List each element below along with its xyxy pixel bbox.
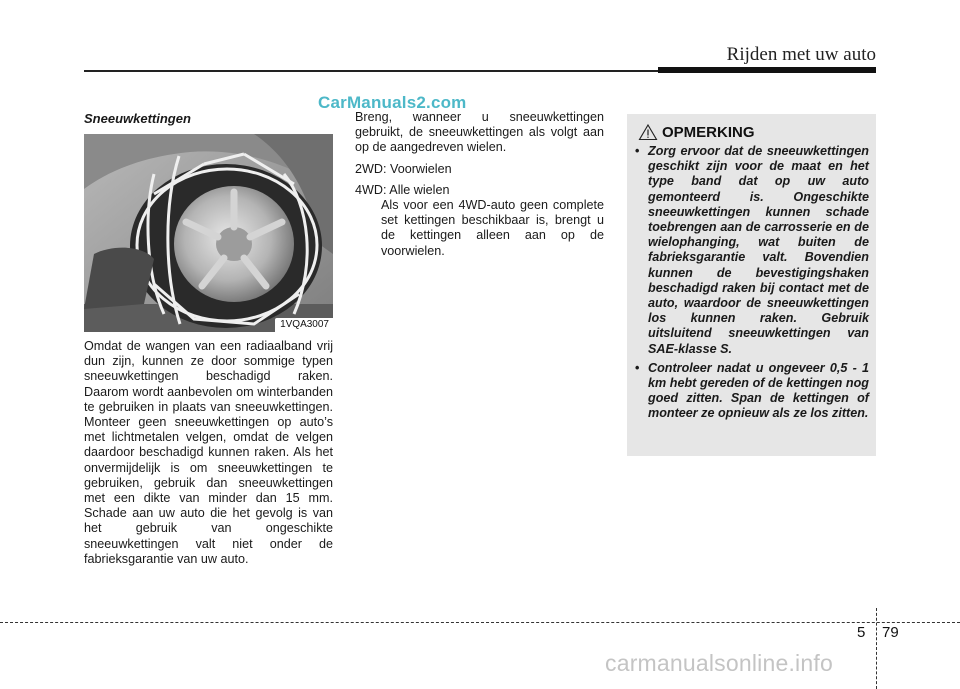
chain-placement-intro: Breng, wanneer u sneeuwkettingen gebruikt, de sneeuwkettingen als volgt aan op de aangedreven wielen. [355, 110, 604, 155]
warning-triangle-icon [638, 123, 658, 141]
note-title: OPMERKING [662, 123, 755, 141]
note-bullet-text: Zorg ervoor dat de sneeuwkettingen geschikt zijn voor de maat en het type band dat op uw auto gemonteerd is. Ongeschikte sneeuwkettingen kunnen schade toebrengen aan de carrosserie en de wielophanging, wat buiten de fabrieksgarantie valt. Bovendien kunnen de bevestigingshaken beschadigd raken bij contact met de auto, waardoor de sneeuwkettingen los kunnen raken. Gebruik uitsluitend sneeuwkettingen van SAE-klasse S. [648, 144, 869, 356]
page-number: 79 [882, 624, 899, 641]
body-paragraph-left: Omdat de wangen van een radiaalband vrij dun zijn, kunnen ze door sommige typen sneeuwkettingen beschadigd raken. Daarom wordt aanbevolen om winterbanden te gebruiken in plaats van sneeuwkettingen. Monteer geen sneeuwkettingen op auto’s met lichtmetalen velgen, omdat de velgen daardoor beschadigd kunnen raken. Als het onvermijdelijk is om sneeuwkettingen te gebruiken, gebruik dan sneeuwkettingen met een dikte van minder dan 15 mm. Schade aan uw auto die het gevolg is van het gebruik van ongeschikte sneeuwkettingen valt niet onder de fabrieksgarantie van uw auto. [84, 339, 333, 566]
header-rule-thick [658, 67, 876, 73]
note-box [627, 114, 876, 456]
chapter-number: 5 [857, 624, 866, 641]
line-4wd: 4WD: Alle wielen [355, 182, 450, 197]
tire-with-chain-illustration [84, 134, 333, 332]
middle-column [355, 110, 604, 265]
note-bullet-item: • Controleer nadat u ongeveer 0,5 - 1 km hebt gereden of de kettingen nog goed zitten. Span de kettingen of monteer ze opnieuw als ze los zitten. [635, 360, 869, 421]
note-bullet-list [635, 144, 869, 426]
section-heading: Sneeuwkettingen [84, 111, 191, 126]
note-4wd: Als voor een 4WD-auto geen complete set kettingen beschikbaar is, brengt u de kettingen alleen aan op de voorwielen. [381, 198, 604, 258]
note-bullet-text: Controleer nadat u ongeveer 0,5 - 1 km hebt gereden of de kettingen nog goed zitten. Span de kettingen of monteer ze opnieuw als ze los zitten. [648, 360, 869, 421]
figure-code-label: 1VQA3007 [275, 318, 333, 332]
snow-chain-photo [84, 134, 333, 332]
watermark-top: CarManuals2.com [318, 93, 467, 112]
chapter-title: Rijden met uw auto [726, 44, 876, 65]
page-number-divider [876, 608, 877, 689]
note-header [638, 123, 755, 141]
note-bullet-item: • Zorg ervoor dat de sneeuwkettingen geschikt zijn voor de maat en het type band dat op uw auto gemonteerd is. Ongeschikte sneeuwkettingen kunnen schade toebrengen aan de carrosserie en de wielophanging, wat buiten de fabrieksgarantie valt. Bovendien kunnen de bevestigingshaken beschadigd raken bij contact met de auto, waardoor de sneeuwkettingen los kunnen raken. Gebruik uitsluitend sneeuwkettingen van SAE-klasse S. [635, 144, 869, 356]
header-rule-thin [84, 70, 664, 72]
footer-rule [0, 622, 960, 623]
line-2wd: 2WD: Voorwielen [355, 161, 452, 176]
watermark-bottom: carmanualsonline.info [605, 650, 833, 676]
